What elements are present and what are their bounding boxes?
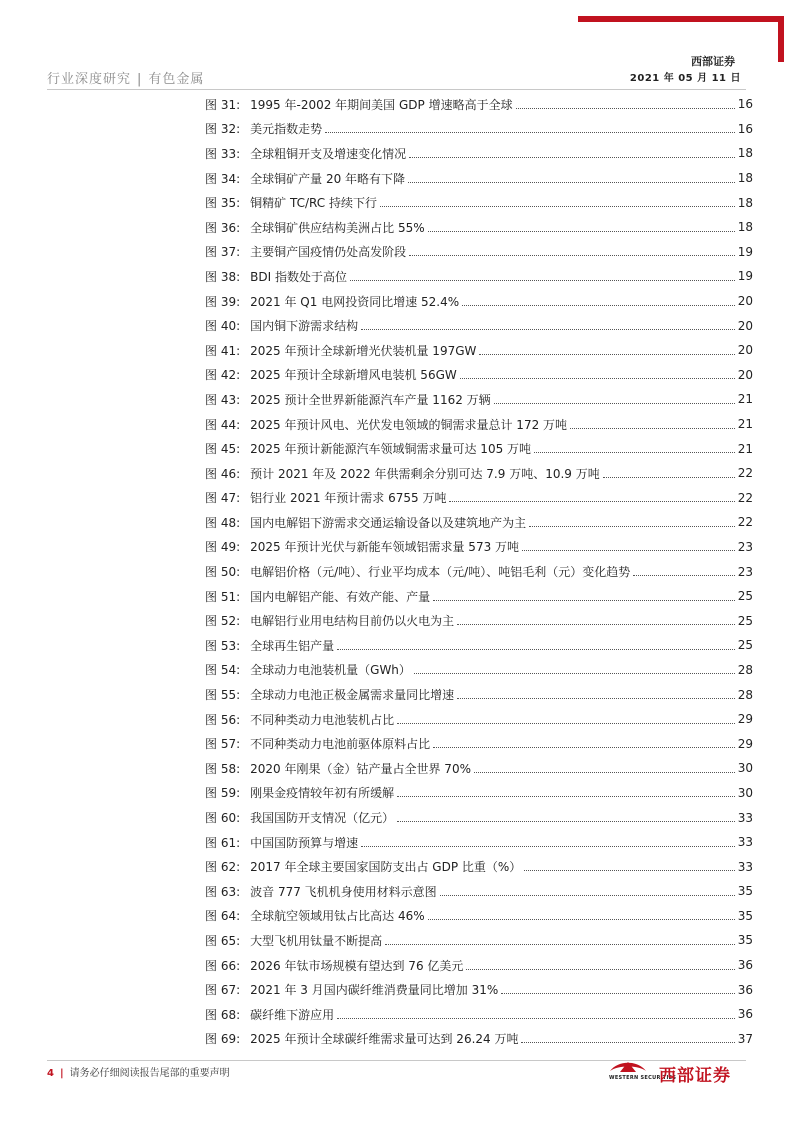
toc-entry-label: 图 64:	[205, 909, 241, 924]
toc-entry[interactable]	[205, 756, 753, 781]
toc-entry-title: 电解铝行业用电结构目前仍以火电为主	[250, 614, 455, 629]
toc-entry-title: 中国国防预算与增速	[250, 835, 359, 850]
toc-entry-page: 18	[737, 146, 753, 161]
toc-entry-label: 图 53:	[205, 638, 241, 653]
toc-entry-page: 21	[737, 441, 753, 456]
header-brand: 西部证券	[691, 55, 735, 68]
toc-entry-title: 全球铜矿供应结构美洲占比 55%	[250, 220, 425, 235]
toc-entry-label: 图 62:	[205, 860, 241, 875]
toc-dot-leader	[397, 723, 735, 724]
toc-entry-label: 图 45:	[205, 442, 241, 457]
toc-entry-page: 25	[737, 638, 753, 653]
toc-dot-leader	[466, 969, 734, 970]
toc-dot-leader	[440, 895, 735, 896]
toc-entry[interactable]	[205, 240, 753, 265]
toc-entry-label: 图 44:	[205, 417, 241, 432]
toc-entry-title: 2021 年 Q1 电网投资同比增速 52.4%	[250, 294, 460, 309]
toc-entry[interactable]	[205, 682, 753, 707]
toc-entry[interactable]	[205, 781, 753, 806]
toc-entry-page: 21	[737, 417, 753, 432]
toc-dot-leader	[409, 157, 735, 158]
page-number: 4	[47, 1068, 54, 1079]
toc-entry[interactable]	[205, 977, 753, 1002]
toc-entry-page: 28	[737, 662, 753, 677]
toc-entry[interactable]	[205, 731, 753, 756]
toc-entry[interactable]	[205, 436, 753, 461]
toc-entry-label: 图 50:	[205, 565, 241, 580]
footer-disclaimer-line	[47, 1064, 230, 1079]
toc-dot-leader	[397, 796, 735, 797]
toc-dot-leader	[633, 575, 734, 576]
toc-entry-title: 刚果金疫情较年初有所缓解	[250, 786, 395, 801]
toc-dot-leader	[457, 624, 735, 625]
header-separator: |	[137, 72, 143, 87]
toc-entry-page: 25	[737, 589, 753, 604]
toc-entry-page: 19	[737, 269, 753, 284]
toc-entry-page: 30	[737, 785, 753, 800]
toc-entry-label: 图 38:	[205, 269, 241, 284]
toc-entry[interactable]	[205, 264, 753, 289]
footer-logo-text: WESTERN SECURITIES	[609, 1075, 677, 1081]
toc-entry[interactable]	[205, 486, 753, 511]
toc-entry-title: 波音 777 飞机机身使用材料示意图	[250, 884, 437, 899]
toc-entry-label: 图 43:	[205, 392, 241, 407]
toc-entry-title: 美元指数走势	[250, 122, 323, 137]
toc-entry[interactable]	[205, 584, 753, 609]
toc-entry[interactable]	[205, 289, 753, 314]
toc-dot-leader	[460, 378, 735, 379]
toc-dot-leader	[428, 919, 735, 920]
toc-entry-page: 20	[737, 343, 753, 358]
toc-entry-label: 图 59:	[205, 786, 241, 801]
toc-entry-title: 2026 年钛市场规模有望达到 76 亿美元	[250, 958, 464, 973]
toc-dot-leader	[380, 206, 735, 207]
report-date: 2021 年 05 月 11 日	[629, 73, 741, 84]
toc-dot-leader	[529, 526, 735, 527]
toc-entry-page: 33	[737, 835, 753, 850]
toc-entry-title: 全球再生铝产量	[250, 638, 335, 653]
toc-entry-title: 2025 年预计风电、光伏发电领域的铜需求量总计 172 万吨	[250, 417, 568, 432]
toc-entry-label: 图 36:	[205, 220, 241, 235]
toc-entry-title: 2025 年预计全球新增光伏装机量 197GW	[250, 343, 477, 358]
toc-entry-page: 35	[737, 884, 753, 899]
toc-entry-label: 图 39:	[205, 294, 241, 309]
toc-entry-title: 全球动力电池装机量（GWh）	[250, 663, 411, 678]
toc-entry[interactable]	[205, 387, 753, 412]
toc-entry-label: 图 66:	[205, 958, 241, 973]
toc-entry[interactable]	[205, 92, 753, 117]
toc-entry-label: 图 47:	[205, 491, 241, 506]
toc-entry-title: 不同种类动力电池前驱体原料占比	[250, 737, 431, 752]
header-corner-mark	[578, 16, 784, 62]
toc-entry[interactable]	[205, 879, 753, 904]
toc-entry-page: 18	[737, 171, 753, 186]
toc-entry[interactable]	[205, 658, 753, 683]
toc-entry-label: 图 65:	[205, 933, 241, 948]
toc-dot-leader	[350, 280, 735, 281]
toc-entry-page: 37	[737, 1031, 753, 1046]
toc-entry-label: 图 69:	[205, 1032, 241, 1047]
toc-entry-page: 35	[737, 908, 753, 923]
toc-dot-leader	[433, 747, 735, 748]
toc-entry[interactable]	[205, 633, 753, 658]
toc-dot-leader	[361, 846, 735, 847]
toc-entry-title: 碳纤维下游应用	[250, 1007, 335, 1022]
toc-entry[interactable]	[205, 461, 753, 486]
report-sector: 有色金属	[148, 72, 205, 87]
toc-dot-leader	[428, 231, 735, 232]
toc-entry[interactable]	[205, 559, 753, 584]
toc-dot-leader	[385, 944, 735, 945]
toc-entry-page: 21	[737, 392, 753, 407]
toc-entry-title: 国内电解铝产能、有效产能、产量	[250, 589, 431, 604]
toc-dot-leader	[397, 821, 735, 822]
toc-entry[interactable]	[205, 1027, 753, 1052]
toc-entry-label: 图 61:	[205, 835, 241, 850]
toc-entry-label: 图 31:	[205, 97, 241, 112]
toc-entry-title: 全球铜矿产量 20 年略有下降	[250, 171, 406, 186]
toc-dot-leader	[516, 108, 735, 109]
toc-dot-leader	[414, 673, 735, 674]
toc-dot-leader	[603, 477, 735, 478]
toc-entry-page: 35	[737, 933, 753, 948]
toc-entry[interactable]	[205, 166, 753, 191]
toc-entry-title: 铜精矿 TC/RC 持续下行	[250, 196, 377, 211]
toc-entry-title: 电解铝价格（元/吨）、行业平均成本（元/吨）、吨铝毛利（元）变化趋势	[250, 565, 631, 580]
toc-entry-label: 图 49:	[205, 540, 241, 555]
toc-entry[interactable]	[205, 535, 753, 560]
toc-dot-leader	[501, 993, 734, 994]
toc-entry[interactable]	[205, 707, 753, 732]
report-category-line	[47, 68, 204, 87]
toc-entry-title: BDI 指数处于高位	[250, 269, 347, 284]
toc-dot-leader	[474, 772, 735, 773]
toc-entry-label: 图 56:	[205, 712, 241, 727]
toc-entry-page: 22	[737, 515, 753, 530]
toc-entry[interactable]	[205, 830, 753, 855]
toc-entry[interactable]	[205, 215, 753, 240]
toc-dot-leader	[521, 1042, 734, 1043]
toc-entry-title: 2020 年刚果（金）钴产量占全世界 70%	[250, 761, 471, 776]
toc-entry[interactable]	[205, 928, 753, 953]
toc-dot-leader	[409, 255, 735, 256]
toc-entry-page: 33	[737, 859, 753, 874]
toc-entry-label: 图 48:	[205, 515, 241, 530]
toc-entry-page: 20	[737, 318, 753, 333]
toc-entry-page: 22	[737, 490, 753, 505]
toc-entry-page: 16	[737, 121, 753, 136]
toc-entry-page: 30	[737, 761, 753, 776]
report-category: 行业深度研究	[47, 72, 132, 87]
toc-entry-title: 主要铜产国疫情仍处高发阶段	[250, 245, 407, 260]
toc-entry[interactable]	[205, 953, 753, 978]
figure-index	[205, 92, 753, 1051]
toc-entry-label: 图 58:	[205, 761, 241, 776]
toc-entry-title: 2025 年预计光伏与新能车领域铝需求量 573 万吨	[250, 540, 520, 555]
toc-entry-title: 2021 年 3 月国内碳纤维消费量同比增加 31%	[250, 983, 499, 998]
toc-entry-page: 16	[737, 97, 753, 112]
toc-entry-title: 铝行业 2021 年预计需求 6755 万吨	[250, 491, 447, 506]
toc-entry[interactable]	[205, 117, 753, 142]
toc-dot-leader	[449, 501, 734, 502]
toc-entry-page: 36	[737, 958, 753, 973]
toc-entry-label: 图 32:	[205, 122, 241, 137]
toc-entry-title: 预计 2021 年及 2022 年供需剩余分别可达 7.9 万吨、10.9 万吨	[250, 466, 600, 481]
toc-entry-label: 图 34:	[205, 171, 241, 186]
footer-disclaimer: 请务必仔细阅读报告尾部的重要声明	[69, 1068, 230, 1079]
toc-entry[interactable]	[205, 510, 753, 535]
toc-entry-title: 国内铜下游需求结构	[250, 319, 359, 334]
toc-entry[interactable]	[205, 338, 753, 363]
toc-entry-page: 18	[737, 195, 753, 210]
toc-entry-page: 36	[737, 982, 753, 997]
toc-dot-leader	[337, 649, 735, 650]
toc-entry-label: 图 33:	[205, 146, 241, 161]
toc-entry-title: 不同种类动力电池装机占比	[250, 712, 395, 727]
toc-entry-label: 图 63:	[205, 884, 241, 899]
toc-entry-label: 图 55:	[205, 688, 241, 703]
toc-dot-leader	[524, 870, 734, 871]
toc-entry[interactable]	[205, 805, 753, 830]
footer-brand: 西部证券	[659, 1066, 731, 1086]
toc-dot-leader	[361, 329, 735, 330]
toc-entry-label: 图 41:	[205, 343, 241, 358]
toc-dot-leader	[534, 452, 735, 453]
footer-separator: |	[59, 1068, 64, 1079]
toc-dot-leader	[522, 550, 735, 551]
toc-entry[interactable]	[205, 412, 753, 437]
toc-entry-page: 25	[737, 613, 753, 628]
toc-entry-title: 2025 年预计全球新增风电装机 56GW	[250, 368, 457, 383]
toc-entry-page: 22	[737, 466, 753, 481]
toc-entry-label: 图 46:	[205, 466, 241, 481]
toc-entry-label: 图 35:	[205, 196, 241, 211]
toc-entry-label: 图 40:	[205, 319, 241, 334]
toc-entry-page: 29	[737, 712, 753, 727]
toc-entry-page: 33	[737, 810, 753, 825]
toc-dot-leader	[325, 132, 735, 133]
header-divider	[47, 89, 746, 90]
toc-entry-title: 2017 年全球主要国家国防支出占 GDP 比重（%）	[250, 860, 522, 875]
toc-entry-title: 全球粗铜开支及增速变化情况	[250, 146, 407, 161]
toc-entry-label: 图 37:	[205, 245, 241, 260]
toc-dot-leader	[462, 305, 735, 306]
toc-entry[interactable]	[205, 608, 753, 633]
toc-entry-label: 图 60:	[205, 811, 241, 826]
toc-entry-label: 图 67:	[205, 983, 241, 998]
toc-entry-page: 19	[737, 244, 753, 259]
toc-entry-title: 全球动力电池正极金属需求量同比增速	[250, 688, 455, 703]
toc-entry-page: 23	[737, 564, 753, 579]
toc-dot-leader	[433, 600, 735, 601]
toc-entry-label: 图 42:	[205, 368, 241, 383]
toc-entry-title: 我国国防开支情况（亿元）	[250, 811, 395, 826]
toc-entry[interactable]	[205, 854, 753, 879]
toc-entry[interactable]	[205, 141, 753, 166]
toc-entry-page: 23	[737, 539, 753, 554]
toc-entry-page: 29	[737, 736, 753, 751]
toc-entry-title: 2025 年预计全球碳纤维需求量可达到 26.24 万吨	[250, 1032, 519, 1047]
toc-entry[interactable]	[205, 1002, 753, 1027]
toc-entry[interactable]	[205, 904, 753, 929]
toc-entry-page: 18	[737, 220, 753, 235]
toc-dot-leader	[570, 428, 735, 429]
toc-dot-leader	[337, 1018, 735, 1019]
toc-dot-leader	[494, 403, 735, 404]
toc-entry[interactable]	[205, 313, 753, 338]
toc-entry-label: 图 68:	[205, 1007, 241, 1022]
toc-entry-title: 全球航空领域用钛占比高达 46%	[250, 909, 425, 924]
toc-entry-label: 图 52:	[205, 614, 241, 629]
toc-entry-page: 20	[737, 367, 753, 382]
toc-entry-page: 20	[737, 294, 753, 309]
toc-entry-title: 1995 年-2002 年期间美国 GDP 增速略高于全球	[250, 97, 513, 112]
toc-entry-title: 大型飞机用钛量不断提高	[250, 933, 383, 948]
toc-entry[interactable]	[205, 190, 753, 215]
toc-entry-label: 图 54:	[205, 663, 241, 678]
toc-entry-page: 28	[737, 687, 753, 702]
toc-dot-leader	[408, 182, 735, 183]
toc-entry-title: 2025 预计全世界新能源汽车产量 1162 万辆	[250, 392, 491, 407]
toc-entry-title: 2025 年预计新能源汽车领域铜需求量可达 105 万吨	[250, 442, 532, 457]
toc-entry-page: 36	[737, 1007, 753, 1022]
toc-entry-title: 国内电解铝下游需求交通运输设备以及建筑地产为主	[250, 515, 527, 530]
toc-entry[interactable]	[205, 363, 753, 388]
toc-dot-leader	[457, 698, 735, 699]
toc-entry-label: 图 51:	[205, 589, 241, 604]
toc-dot-leader	[479, 354, 734, 355]
toc-entry-label: 图 57:	[205, 737, 241, 752]
